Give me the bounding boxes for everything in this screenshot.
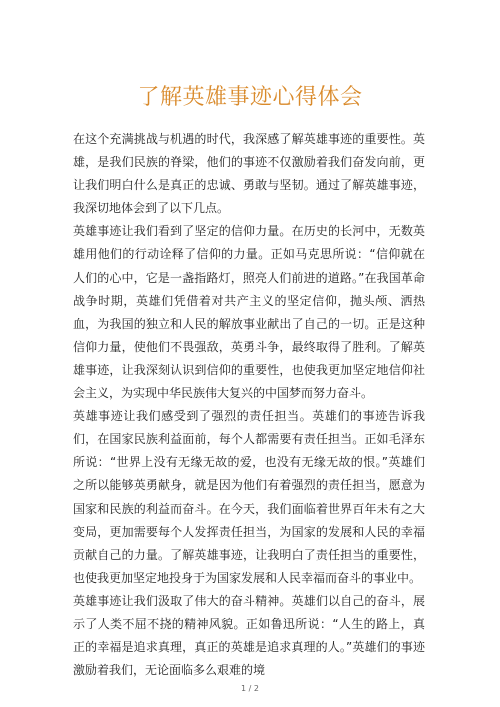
document-title: 了解英雄事迹心得体会 — [137, 85, 363, 110]
paragraph: 在这个充满挑战与机遇的时代，我深感了解英雄事迹的重要性。英雄，是我们民族的脊梁，他们的事迹不仅激励着我们奋发向前，更让我们明白什么是真正的忠诚、勇敢与坚韧。通过了解英雄事迹，我深切地体会到了以下几点。 — [73, 132, 425, 216]
paragraph: 英雄事迹让我们感受到了强烈的责任担当。英雄们的事迹告诉我们，在国家民族利益面前，每个人都需要有责任担当。正如毛泽东所说：“世界上没有无缘无故的爱，也没有无缘无故的恨。”英雄们之所以能够英勇献身，就是因为他们有着强烈的责任担当，愿意为国家和民族的利益而奋斗。在今天，我们面临着世界百年未有之大变局，更加需要每个人发挥责任担当，为国家的发展和人民的幸福贡献自己的力量。了解英雄事迹，让我明白了责任担当的重要性，也使我更加坚定地投身于为国家发展和人民幸福而奋斗的事业中。 — [73, 409, 425, 585]
paragraph: 英雄事迹让我们看到了坚定的信仰力量。在历史的长河中，无数英雄用他们的行动诠释了信仰的力量。正如马克思所说：“信仰就在人们的心中，它是一盏指路灯，照亮人们前进的道路。”在我国革命战争时期，英雄们凭借着对共产主义的坚定信仰，抛头颅、洒热血，为我国的独立和人民的解放事业献出了自己的一切。正是这种信仰力量，使他们不畏强敌，英勇斗争，最终取得了胜利。了解英雄事迹，让我深刻认识到信仰的重要性，也使我更加坚定地信仰社会主义，为实现中华民族伟大复兴的中国梦而努力奋斗。 — [73, 224, 425, 401]
page-number: 1 / 2 — [241, 684, 259, 693]
paragraph: 英雄事迹让我们汲取了伟大的奋斗精神。英雄们以自己的奋斗，展示了人类不屈不挠的精神风貌。正如鲁迅所说：“人生的路上，真正的幸福是追求真理，真正的英雄是追求真理的人。”英雄们的事迹激励着我们，无论面临多么艰难的境 — [73, 593, 425, 678]
document-body — [73, 128, 425, 682]
